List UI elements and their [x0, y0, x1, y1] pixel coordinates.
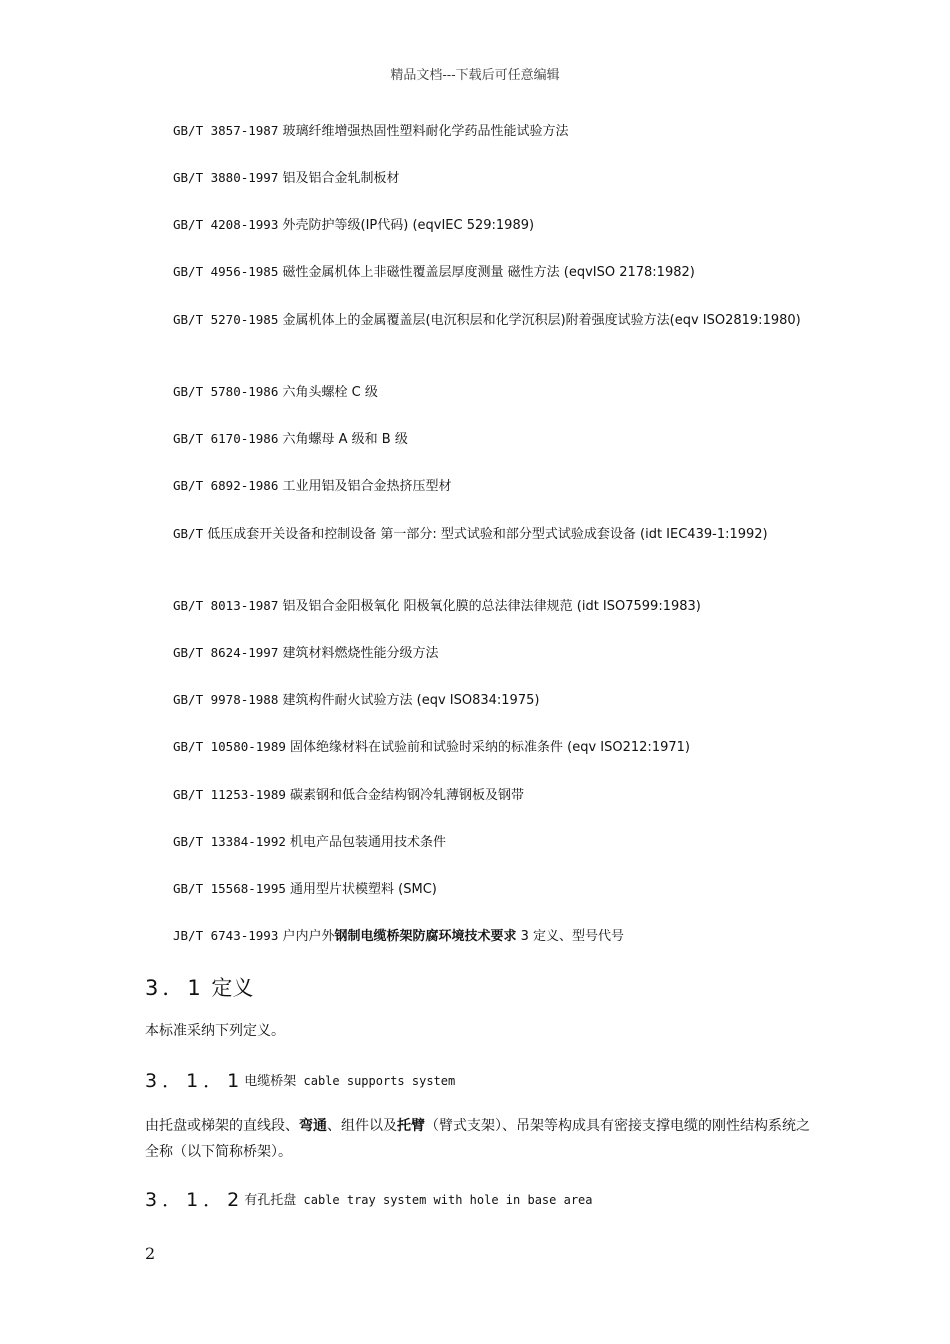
reference-item: GB/T 8013-1987 铝及铝合金阳极氧化 阳极氧化膜的总法律法律规范 (idt ISO7599:1983)	[173, 598, 701, 614]
reference-item: GB/T 5270-1985 金属机体上的金属覆盖层(电沉积层和化学沉积层)附着强度试验方法(eqv ISO2819:1980)	[173, 312, 801, 328]
reference-item: GB/T 4956-1985 磁性金属机体上非磁性覆盖层厚度测量 磁性方法 (eqvISO 2178:1982)	[173, 264, 695, 280]
page-header: 精品文档---下载后可任意编辑	[390, 68, 560, 83]
reference-item: GB/T 3880-1997 铝及铝合金轧制板材	[173, 170, 400, 186]
definition-heading-3-1-2: 3．1．2有孔托盘 cable tray system with hole in base area	[145, 1189, 593, 1211]
reference-item: GB/T 3857-1987 玻璃纤维增强热固性塑料耐化学药品性能试验方法	[173, 123, 569, 139]
reference-item: GB/T 13384-1992 机电产品包装通用技术条件	[173, 834, 447, 850]
intro-paragraph: 本标准采纳下列定义。	[145, 1023, 285, 1039]
reference-item: GB/T 11253-1989 碳素钢和低合金结构钢冷轧薄钢板及钢带	[173, 787, 525, 803]
reference-item: GB/T 6170-1986 六角螺母 A 级和 B 级	[173, 431, 408, 447]
reference-item-jb: JB/T 6743-1993 户内户外钢制电缆桥架防腐环境技术要求 3 定义、型号代号	[173, 928, 625, 944]
reference-item: GB/T 低压成套开关设备和控制设备 第一部分: 型式试验和部分型式试验成套设备 (idt IEC439-1:1992)	[173, 526, 768, 542]
reference-item: GB/T 8624-1997 建筑材料燃烧性能分级方法	[173, 645, 439, 661]
page-number: 2	[145, 1244, 156, 1263]
reference-item: GB/T 10580-1989 固体绝缘材料在试验前和试验时采纳的标准条件 (eqv ISO212:1971)	[173, 739, 690, 755]
definition-body-3-1-1: 由托盘或梯架的直线段、弯通、组件以及托臂（臂式支架）、吊架等构成具有密接支撑电缆的刚性结构系统之全称（以下简称桥架）。	[145, 1118, 810, 1160]
definition-heading-3-1-1: 3．1．1电缆桥架 cable supports system	[145, 1070, 456, 1092]
reference-item: GB/T 4208-1993 外壳防护等级(IP代码) (eqvIEC 529:1989)	[173, 217, 535, 233]
section-heading-3-1: 3．1 定义	[145, 976, 254, 1000]
reference-item: GB/T 15568-1995 通用型片状模塑料 (SMC)	[173, 881, 437, 897]
reference-item: GB/T 5780-1986 六角头螺栓 C 级	[173, 384, 378, 400]
reference-item: GB/T 9978-1988 建筑构件耐火试验方法 (eqv ISO834:1975)	[173, 692, 540, 708]
reference-item: GB/T 6892-1986 工业用铝及铝合金热挤压型材	[173, 478, 452, 494]
